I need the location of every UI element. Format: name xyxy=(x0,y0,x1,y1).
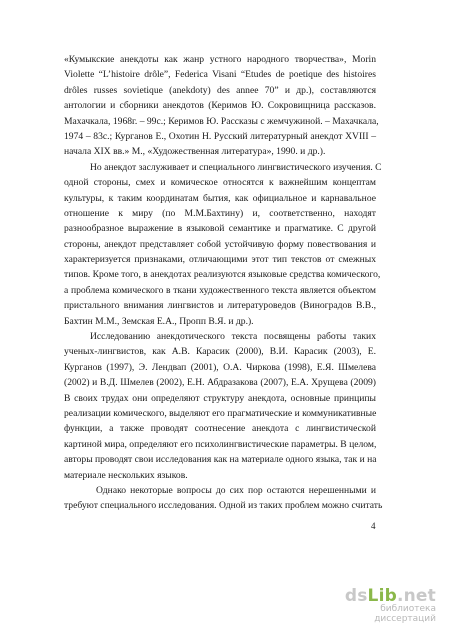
text-line: Курганов (1997), Э. Лендвап (2001), О.А. Чиркова (1998), Е.Я. Шмелева xyxy=(64,361,376,373)
text-line: ученых-лингвистов, как А.В. Карасик (2000), В.И. Карасик (2003), Е. xyxy=(64,346,376,358)
text-line: пристального внимания лингвистов и литературоведов (Виноградов В.В., xyxy=(64,300,376,312)
text-line: Но анекдот заслуживает и специального лингвистического изучения. С xyxy=(90,161,382,173)
dslib-subtitle: библиотека диссертаций xyxy=(374,604,436,624)
text-line: Исследованию анекдотического текста посвящены работы таких xyxy=(90,331,376,343)
text-line: Однако некоторые вопросы до сих пор остаются нерешенными и xyxy=(96,484,376,496)
text-line: Махачкала, 1968г. – 99с.; Керимов Ю. Рассказы с жемчужиной. – Махачкала, xyxy=(64,115,379,127)
text-line: одной стороны, смех и комическое относятся к важнейшим концептам xyxy=(64,177,376,189)
text-line: Бахтин М.М., Земская Е.А., Пропп В.Я. и др.). xyxy=(64,315,254,327)
text-line: материале нескольких языков. xyxy=(64,469,188,481)
text-line: 1974 – 83с.; Курганов Е., Охотин Н. Русский литературный анекдот XVIII – xyxy=(64,130,376,142)
logo-prefix: ds xyxy=(344,586,368,606)
dslib-logo xyxy=(316,586,436,606)
text-line: Violette “L’histoire drôle”, Federica Visani “Etudes de poetique des histoires xyxy=(64,69,376,81)
text-line: требуют специального исследования. Одной из таких проблем можно считать xyxy=(64,500,383,512)
text-line: разнообразное выражение в языковой семантике и прагматике. С другой xyxy=(64,223,376,235)
text-line: функции, а также проводят соотнесение анекдота с лингвистической xyxy=(64,423,376,435)
text-line: стороны, анекдот представляет собой устойчивую форму повествования и xyxy=(64,238,376,250)
text-line: картиной мира, определяют его психолингвистические параметры. В целом, xyxy=(64,438,377,450)
text-line: начала XIX вв.» М., «Художественная литература», 1990. и др.). xyxy=(64,146,326,158)
logo-lib: Lib xyxy=(367,586,397,606)
text-line: культуры, к таким координатам бытия, как официальное и карнавальное xyxy=(64,192,376,204)
logo-suffix: .net xyxy=(396,586,436,606)
text-line: антологии и сборники анекдотов (Керимов Ю. Сокровищница рассказов. xyxy=(64,100,376,112)
text-line: В своих трудах они определяют структуру анекдота, основные принципы xyxy=(64,392,376,404)
page-number: 4 xyxy=(371,521,376,531)
text-line: характеризуется признаками, отличающими этот тип текстов от смежных xyxy=(64,254,376,266)
text-line: отношение к миру (по М.М.Бахтину) и, соответственно, находят xyxy=(64,207,376,219)
text-line: авторы проводят свои исследования как на материале одного языка, так и на xyxy=(64,454,377,466)
text-line: а проблема комического в ткани художественного текста является объектом xyxy=(64,284,376,296)
text-line: типов. Кроме того, в анекдотах реализуются языковые средства комического, xyxy=(64,269,381,281)
text-line: реализации комического, выделяют его прагматические и коммуникативные xyxy=(64,407,377,419)
document-body xyxy=(64,52,383,514)
text-line: drôles russes sovietique (anekdoty) des annee 70” и др.), составляются xyxy=(64,84,376,96)
dslib-watermark[interactable] xyxy=(316,586,436,626)
text-line: «Кумыкские анекдоты как жанр устного народного творчества», Morin xyxy=(64,54,376,65)
text-line: (2002) и В.Д. Шмелев (2002), Е.Н. Абдразакова (2007), Е.А. Хрущева (2009) xyxy=(64,377,376,389)
